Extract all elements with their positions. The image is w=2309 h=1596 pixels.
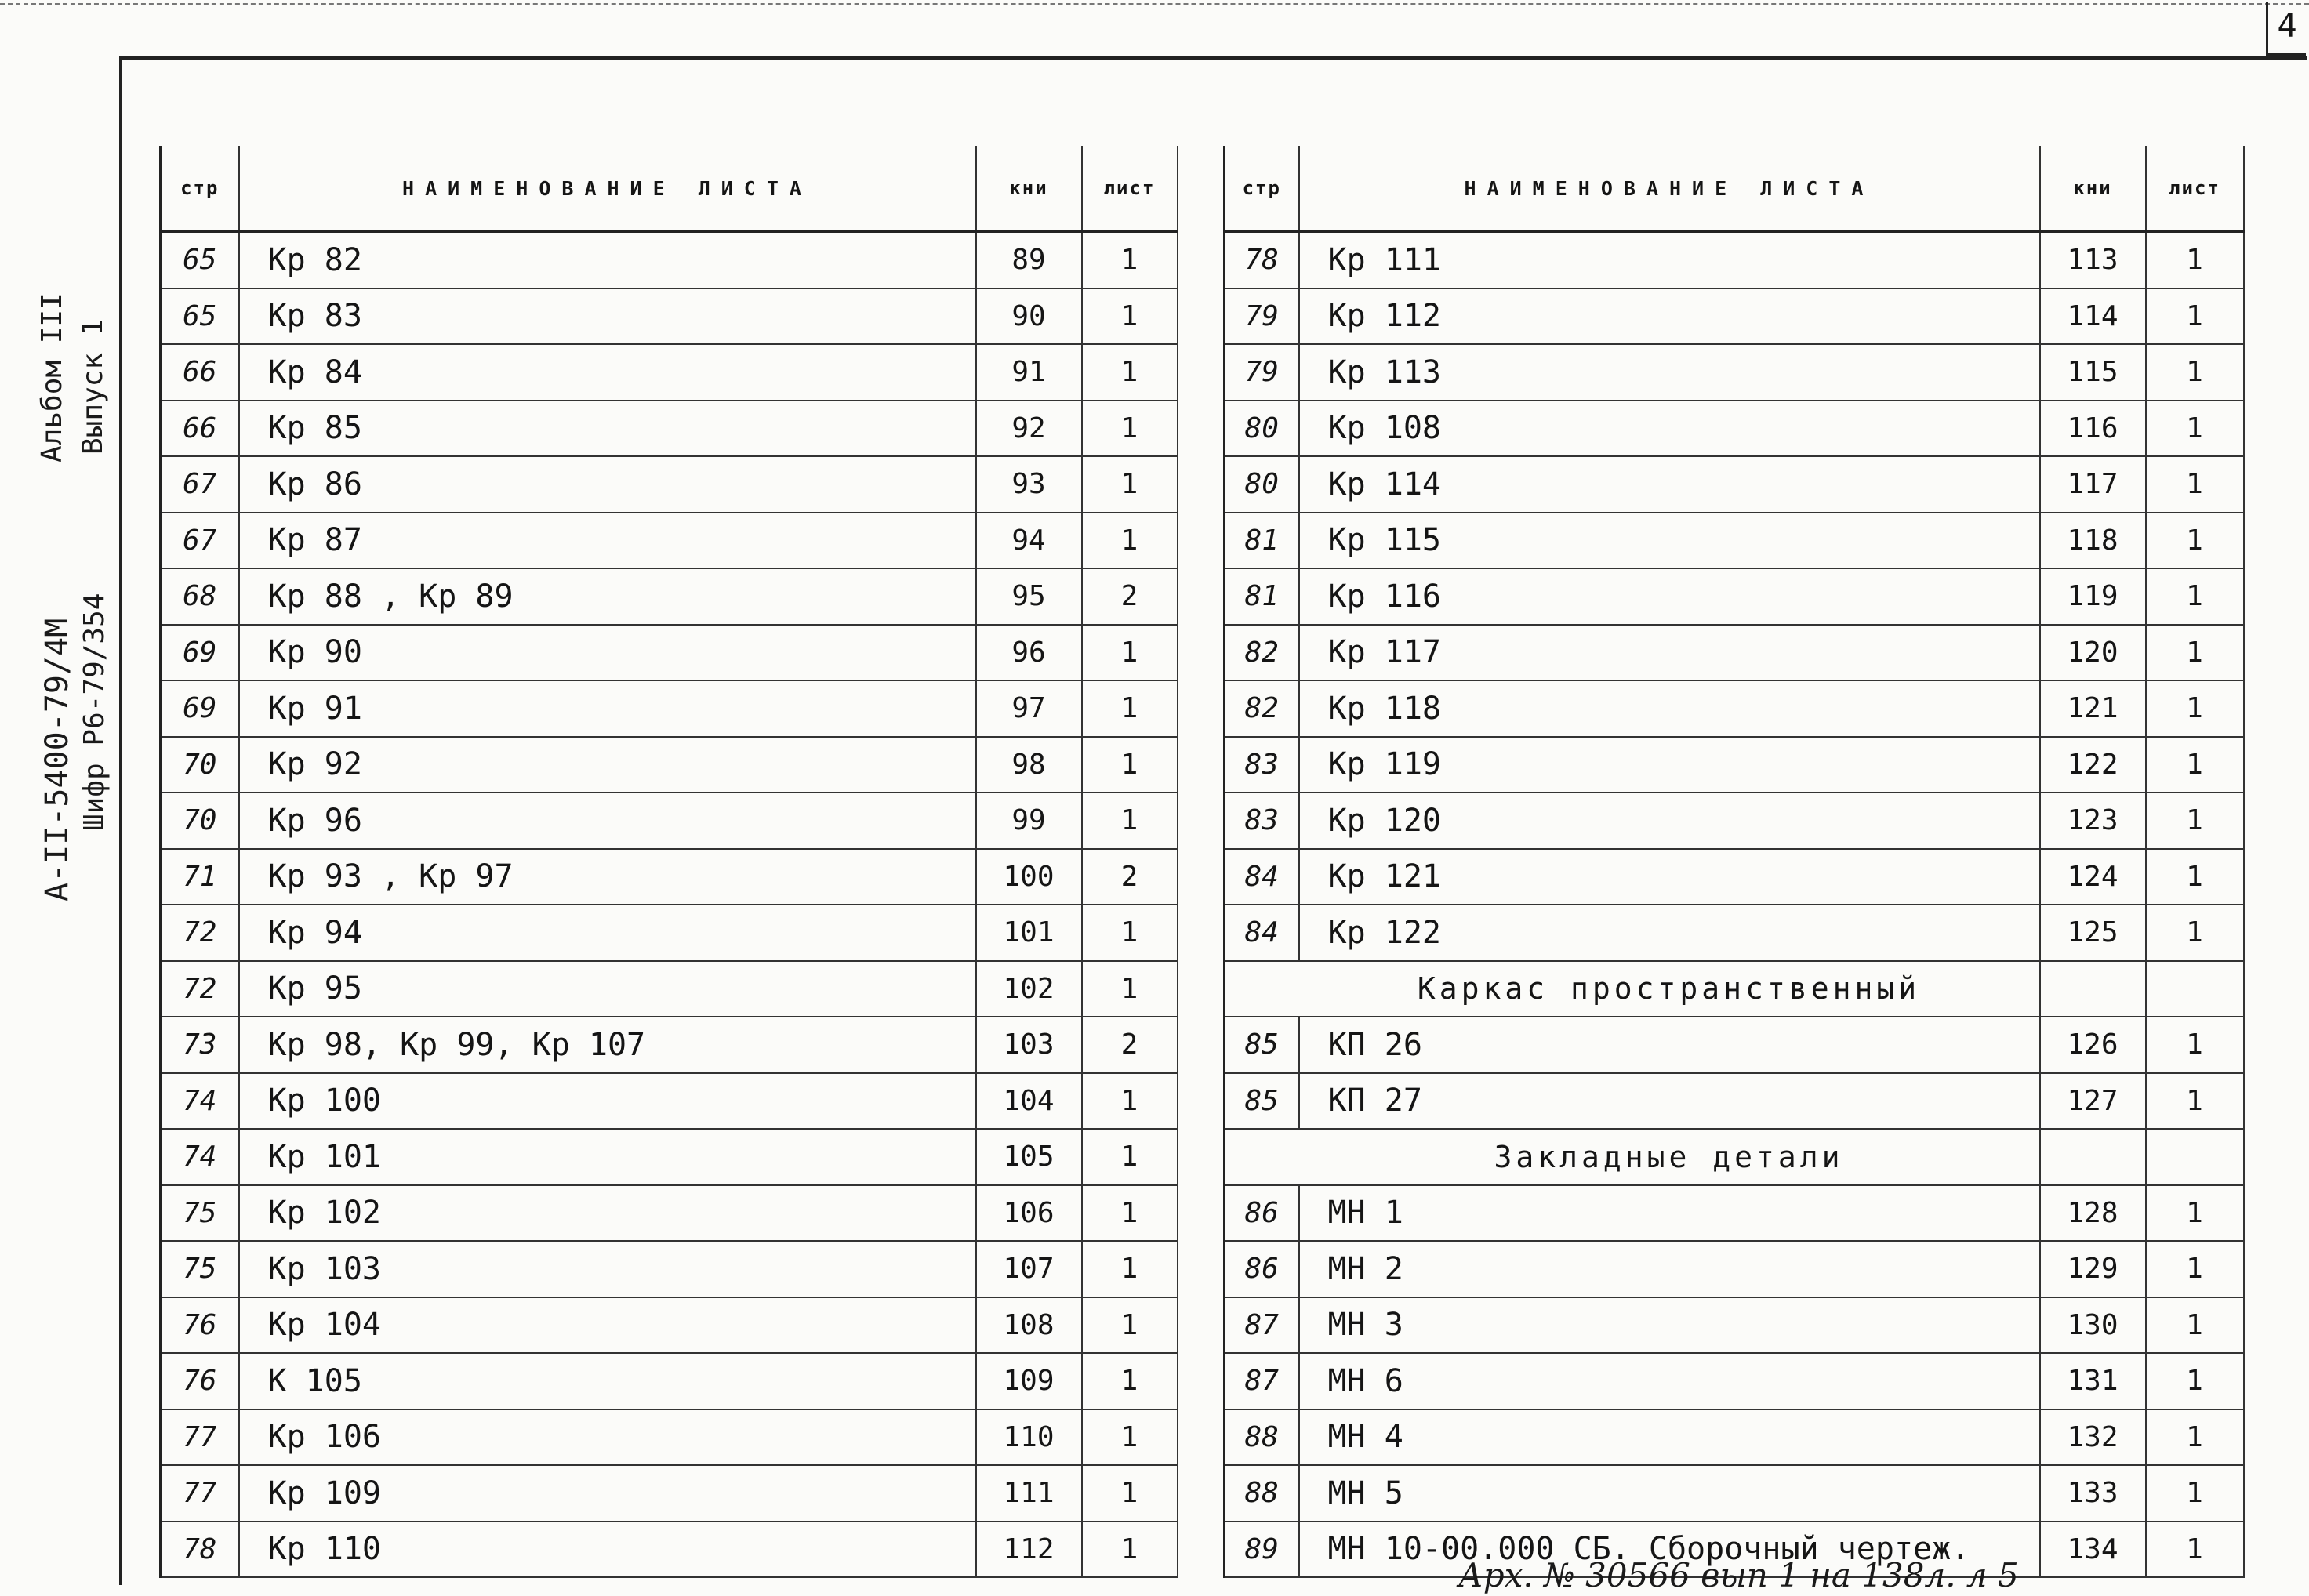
top-dashed-rule bbox=[0, 3, 2309, 5]
table-row bbox=[161, 344, 1178, 401]
page-cell: 87 bbox=[1225, 1297, 1299, 1354]
kn-cell: 114 bbox=[2040, 288, 2146, 345]
sheets-count-cell: 1 bbox=[1082, 961, 1178, 1017]
sheets-count-cell: 1 bbox=[2146, 1409, 2244, 1466]
table-row bbox=[1225, 1297, 2244, 1354]
sheet-name-cell: Кр 120 bbox=[1299, 793, 2040, 849]
kn-cell: 94 bbox=[976, 513, 1082, 569]
table-row bbox=[1225, 737, 2244, 793]
kn-cell: 110 bbox=[976, 1409, 1082, 1466]
table-row bbox=[161, 401, 1178, 457]
cipher-label: Шифр Р6-79/354 bbox=[78, 593, 111, 831]
sheet-name-cell: Кр 111 bbox=[1299, 232, 2040, 288]
page-cell: 80 bbox=[1225, 401, 1299, 457]
page-cell: 78 bbox=[1225, 232, 1299, 288]
page-cell: 88 bbox=[1225, 1465, 1299, 1522]
table-row bbox=[161, 1522, 1178, 1578]
sheets-count-cell: 1 bbox=[1082, 401, 1178, 457]
section-title: Закладные детали bbox=[1299, 1129, 2040, 1185]
kn-cell: 102 bbox=[976, 961, 1082, 1017]
sheets-count-cell: 1 bbox=[1082, 513, 1178, 569]
header-page: стр bbox=[1225, 146, 1299, 232]
sheet-name-cell: Кр 104 bbox=[239, 1297, 976, 1354]
kn-cell: 100 bbox=[976, 849, 1082, 905]
page-cell: 79 bbox=[1225, 344, 1299, 401]
sheets-count-cell: 1 bbox=[2146, 1465, 2244, 1522]
kn-cell: 108 bbox=[976, 1297, 1082, 1354]
sheet-name-cell: Кр 91 bbox=[239, 680, 976, 737]
section-sheets-blank bbox=[2146, 1129, 2244, 1185]
page-cell: 69 bbox=[161, 680, 239, 737]
sheet-name-cell: Кр 82 bbox=[239, 232, 976, 288]
table-row bbox=[1225, 456, 2244, 513]
header-page: стр bbox=[161, 146, 239, 232]
page-cell: 74 bbox=[161, 1073, 239, 1130]
table-row bbox=[161, 1185, 1178, 1242]
table-row bbox=[161, 1409, 1178, 1466]
table-row bbox=[161, 232, 1178, 288]
sheets-count-cell: 1 bbox=[2146, 1297, 2244, 1354]
issue-label: Выпуск 1 bbox=[77, 318, 109, 455]
kn-cell: 132 bbox=[2040, 1409, 2146, 1466]
table-row bbox=[161, 793, 1178, 849]
sheet-name-cell: Кр 116 bbox=[1299, 568, 2040, 625]
sheet-name-cell: Кр 112 bbox=[1299, 288, 2040, 345]
kn-cell: 106 bbox=[976, 1185, 1082, 1242]
section-sheets-blank bbox=[2146, 961, 2244, 1017]
sheets-count-cell: 1 bbox=[2146, 737, 2244, 793]
kn-cell: 122 bbox=[2040, 737, 2146, 793]
table-row bbox=[1225, 1017, 2244, 1073]
sheet-name-cell: Кр 114 bbox=[1299, 456, 2040, 513]
table-row bbox=[1225, 1185, 2244, 1242]
sheets-count-cell: 1 bbox=[2146, 568, 2244, 625]
sheet-name-cell: Кр 110 bbox=[239, 1522, 976, 1578]
section-row bbox=[1225, 1129, 2244, 1185]
page-cell: 83 bbox=[1225, 793, 1299, 849]
section-row bbox=[1225, 961, 2244, 1017]
page-cell: 70 bbox=[161, 737, 239, 793]
kn-cell: 96 bbox=[976, 625, 1082, 681]
page-cell: 86 bbox=[1225, 1185, 1299, 1242]
section-kn-blank bbox=[2040, 1129, 2146, 1185]
album-label: Альбом III bbox=[36, 292, 68, 462]
page-cell: 78 bbox=[161, 1522, 239, 1578]
sheet-name-cell: Кр 83 bbox=[239, 288, 976, 345]
page-cell: 82 bbox=[1225, 625, 1299, 681]
sheets-count-cell: 1 bbox=[2146, 513, 2244, 569]
sheets-count-cell: 1 bbox=[2146, 1073, 2244, 1130]
sheets-count-cell: 1 bbox=[2146, 905, 2244, 961]
sheet-name-cell: МН 1 bbox=[1299, 1185, 2040, 1242]
sheets-count-cell: 1 bbox=[2146, 1353, 2244, 1409]
kn-cell: 112 bbox=[976, 1522, 1082, 1578]
kn-cell: 127 bbox=[2040, 1073, 2146, 1130]
sheets-count-cell: 1 bbox=[1082, 1297, 1178, 1354]
sheet-name-cell: МН 4 bbox=[1299, 1409, 2040, 1466]
header-name: НАИМЕНОВАНИЕ ЛИСТА bbox=[1299, 146, 2040, 232]
sheets-count-cell: 2 bbox=[1082, 849, 1178, 905]
page-cell: 66 bbox=[161, 344, 239, 401]
table-row bbox=[1225, 401, 2244, 457]
kn-cell: 117 bbox=[2040, 456, 2146, 513]
kn-cell: 107 bbox=[976, 1241, 1082, 1297]
sheets-count-cell: 1 bbox=[2146, 1185, 2244, 1242]
header-sheets: лист bbox=[1082, 146, 1178, 232]
table-row bbox=[1225, 344, 2244, 401]
kn-cell: 129 bbox=[2040, 1241, 2146, 1297]
page-cell: 65 bbox=[161, 232, 239, 288]
kn-cell: 93 bbox=[976, 456, 1082, 513]
page-cell: 77 bbox=[161, 1409, 239, 1466]
sheet-name-cell: Кр 102 bbox=[239, 1185, 976, 1242]
table-row bbox=[161, 680, 1178, 737]
sheets-count-cell: 1 bbox=[2146, 288, 2244, 345]
document-code: А-II-5400-79/4М bbox=[39, 618, 75, 901]
table-row bbox=[1225, 1465, 2244, 1522]
sheets-count-cell: 1 bbox=[1082, 456, 1178, 513]
sheets-count-cell: 1 bbox=[1082, 1185, 1178, 1242]
kn-cell: 124 bbox=[2040, 849, 2146, 905]
page-cell: 68 bbox=[161, 568, 239, 625]
sheet-name-cell: К 105 bbox=[239, 1353, 976, 1409]
table-row bbox=[1225, 849, 2244, 905]
sheets-count-cell: 1 bbox=[2146, 232, 2244, 288]
sheet-name-cell: Кр 92 bbox=[239, 737, 976, 793]
sheet-name-cell: КП 26 bbox=[1299, 1017, 2040, 1073]
header-kn: кни bbox=[976, 146, 1082, 232]
page-cell: 69 bbox=[161, 625, 239, 681]
table-row bbox=[161, 961, 1178, 1017]
kn-cell: 119 bbox=[2040, 568, 2146, 625]
kn-cell: 89 bbox=[976, 232, 1082, 288]
page-cell: 75 bbox=[161, 1241, 239, 1297]
kn-cell: 116 bbox=[2040, 401, 2146, 457]
sheet-name-cell: Кр 113 bbox=[1299, 344, 2040, 401]
sheets-count-cell: 1 bbox=[1082, 232, 1178, 288]
table-row bbox=[1225, 625, 2244, 681]
sheets-count-cell: 1 bbox=[1082, 737, 1178, 793]
sheet-name-cell: Кр 122 bbox=[1299, 905, 2040, 961]
table-row bbox=[161, 568, 1178, 625]
archive-note: Арх. № 30566 вып 1 на 138л. л 5 bbox=[1458, 1556, 2019, 1594]
table-row bbox=[1225, 513, 2244, 569]
sheet-name-cell: Кр 84 bbox=[239, 344, 976, 401]
table-row bbox=[1225, 1241, 2244, 1297]
kn-cell: 133 bbox=[2040, 1465, 2146, 1522]
sheets-count-cell: 1 bbox=[1082, 680, 1178, 737]
page-cell: 67 bbox=[161, 456, 239, 513]
left-index-table bbox=[159, 146, 1178, 1578]
sheet-name-cell: Кр 119 bbox=[1299, 737, 2040, 793]
sheets-count-cell: 1 bbox=[1082, 905, 1178, 961]
page-cell: 88 bbox=[1225, 1409, 1299, 1466]
sheet-name-cell: МН 6 bbox=[1299, 1353, 2040, 1409]
sheet-name-cell: Кр 108 bbox=[1299, 401, 2040, 457]
sheets-count-cell: 1 bbox=[2146, 849, 2244, 905]
kn-cell: 126 bbox=[2040, 1017, 2146, 1073]
sheets-count-cell: 1 bbox=[2146, 793, 2244, 849]
sheets-count-cell: 1 bbox=[1082, 1241, 1178, 1297]
sheet-name-cell: Кр 101 bbox=[239, 1129, 976, 1185]
sheet-name-cell: Кр 118 bbox=[1299, 680, 2040, 737]
page-cell: 73 bbox=[161, 1017, 239, 1073]
sheets-count-cell: 1 bbox=[2146, 401, 2244, 457]
table-row bbox=[1225, 232, 2244, 288]
kn-cell: 121 bbox=[2040, 680, 2146, 737]
sheet-name-cell: МН 2 bbox=[1299, 1241, 2040, 1297]
kn-cell: 90 bbox=[976, 288, 1082, 345]
page-cell: 76 bbox=[161, 1297, 239, 1354]
kn-cell: 115 bbox=[2040, 344, 2146, 401]
sheets-count-cell: 1 bbox=[1082, 1353, 1178, 1409]
sheets-count-cell: 1 bbox=[2146, 1017, 2244, 1073]
sheets-count-cell: 1 bbox=[2146, 456, 2244, 513]
header-row bbox=[1225, 146, 2244, 232]
sheet-name-cell: Кр 106 bbox=[239, 1409, 976, 1466]
kn-cell: 123 bbox=[2040, 793, 2146, 849]
table-row bbox=[161, 456, 1178, 513]
page-cell: 86 bbox=[1225, 1241, 1299, 1297]
kn-cell: 98 bbox=[976, 737, 1082, 793]
kn-cell: 99 bbox=[976, 793, 1082, 849]
page-cell: 71 bbox=[161, 849, 239, 905]
table-row bbox=[161, 1073, 1178, 1130]
sheets-count-cell: 1 bbox=[1082, 1409, 1178, 1466]
page-cell: 89 bbox=[1225, 1522, 1299, 1578]
table-row bbox=[1225, 905, 2244, 961]
kn-cell: 92 bbox=[976, 401, 1082, 457]
kn-cell: 95 bbox=[976, 568, 1082, 625]
page-cell: 83 bbox=[1225, 737, 1299, 793]
sheets-count-cell: 1 bbox=[1082, 1522, 1178, 1578]
page-cell: 81 bbox=[1225, 513, 1299, 569]
sheet-name-cell: Кр 117 bbox=[1299, 625, 2040, 681]
kn-cell: 118 bbox=[2040, 513, 2146, 569]
sheets-count-cell: 2 bbox=[1082, 568, 1178, 625]
sheets-count-cell: 1 bbox=[1082, 344, 1178, 401]
table-row bbox=[161, 1017, 1178, 1073]
sheet-name-cell: Кр 90 bbox=[239, 625, 976, 681]
sheet-name-cell: Кр 85 bbox=[239, 401, 976, 457]
kn-cell: 101 bbox=[976, 905, 1082, 961]
page-cell: 76 bbox=[161, 1353, 239, 1409]
table-row bbox=[1225, 1353, 2244, 1409]
sheets-count-cell: 1 bbox=[2146, 680, 2244, 737]
page-cell: 72 bbox=[161, 961, 239, 1017]
table-row bbox=[161, 288, 1178, 345]
sheets-count-cell: 1 bbox=[2146, 344, 2244, 401]
table-row bbox=[161, 625, 1178, 681]
page-cell: 65 bbox=[161, 288, 239, 345]
page-cell: 66 bbox=[161, 401, 239, 457]
table-row bbox=[1225, 680, 2244, 737]
section-spacer bbox=[1225, 961, 1299, 1017]
page-cell: 77 bbox=[161, 1465, 239, 1522]
sheet-name-cell: Кр 100 bbox=[239, 1073, 976, 1130]
page-cell: 75 bbox=[161, 1185, 239, 1242]
page-cell: 85 bbox=[1225, 1073, 1299, 1130]
kn-cell: 134 bbox=[2040, 1522, 2146, 1578]
page-cell: 70 bbox=[161, 793, 239, 849]
page-cell: 74 bbox=[161, 1129, 239, 1185]
sheet-name-cell: Кр 86 bbox=[239, 456, 976, 513]
table-row bbox=[1225, 793, 2244, 849]
page-cell: 82 bbox=[1225, 680, 1299, 737]
sheet-name-cell: Кр 96 bbox=[239, 793, 976, 849]
kn-cell: 128 bbox=[2040, 1185, 2146, 1242]
page-cell: 81 bbox=[1225, 568, 1299, 625]
page-cell: 79 bbox=[1225, 288, 1299, 345]
sheet-name-cell: Кр 87 bbox=[239, 513, 976, 569]
kn-cell: 109 bbox=[976, 1353, 1082, 1409]
sheet-name-cell: Кр 121 bbox=[1299, 849, 2040, 905]
kn-cell: 104 bbox=[976, 1073, 1082, 1130]
sheet-name-cell: КП 27 bbox=[1299, 1073, 2040, 1130]
sheets-count-cell: 1 bbox=[1082, 625, 1178, 681]
page-cell: 80 bbox=[1225, 456, 1299, 513]
page-cell: 72 bbox=[161, 905, 239, 961]
table-row bbox=[161, 737, 1178, 793]
header-kn: кни bbox=[2040, 146, 2146, 232]
sheet-name-cell: Кр 103 bbox=[239, 1241, 976, 1297]
section-spacer bbox=[1225, 1129, 1299, 1185]
sheet-name-cell: МН 3 bbox=[1299, 1297, 2040, 1354]
sheet-name-cell: Кр 109 bbox=[239, 1465, 976, 1522]
page-cell: 67 bbox=[161, 513, 239, 569]
right-index-table bbox=[1223, 146, 2245, 1578]
sheet-name-cell: Кр 94 bbox=[239, 905, 976, 961]
sheets-count-cell: 1 bbox=[2146, 1241, 2244, 1297]
sheet-name-cell: Кр 93 , Кр 97 bbox=[239, 849, 976, 905]
section-kn-blank bbox=[2040, 961, 2146, 1017]
sheet-name-cell: МН 5 bbox=[1299, 1465, 2040, 1522]
table-row bbox=[161, 1129, 1178, 1185]
kn-cell: 91 bbox=[976, 344, 1082, 401]
sheets-count-cell: 1 bbox=[1082, 288, 1178, 345]
header-row bbox=[161, 146, 1178, 232]
kn-cell: 105 bbox=[976, 1129, 1082, 1185]
table-row bbox=[1225, 288, 2244, 345]
kn-cell: 97 bbox=[976, 680, 1082, 737]
kn-cell: 113 bbox=[2040, 232, 2146, 288]
table-row bbox=[1225, 1409, 2244, 1466]
kn-cell: 125 bbox=[2040, 905, 2146, 961]
table-row bbox=[1225, 568, 2244, 625]
page-cell: 84 bbox=[1225, 849, 1299, 905]
sheets-count-cell: 1 bbox=[1082, 793, 1178, 849]
page-number: 4 bbox=[2266, 2, 2306, 56]
sheet-name-cell: Кр 115 bbox=[1299, 513, 2040, 569]
sheets-count-cell: 1 bbox=[2146, 625, 2244, 681]
table-row bbox=[161, 1241, 1178, 1297]
sheets-count-cell: 1 bbox=[1082, 1073, 1178, 1130]
section-title: Каркас пространственный bbox=[1299, 961, 2040, 1017]
sheets-count-cell: 1 bbox=[1082, 1465, 1178, 1522]
page-cell: 85 bbox=[1225, 1017, 1299, 1073]
page-cell: 87 bbox=[1225, 1353, 1299, 1409]
sheet-name-cell: Кр 98, Кр 99, Кр 107 bbox=[239, 1017, 976, 1073]
sheet-name-cell: Кр 88 , Кр 89 bbox=[239, 568, 976, 625]
sheets-count-cell: 1 bbox=[1082, 1129, 1178, 1185]
table-row bbox=[161, 1297, 1178, 1354]
page-cell: 84 bbox=[1225, 905, 1299, 961]
table-row bbox=[161, 1465, 1178, 1522]
sheet-name-cell: Кр 95 bbox=[239, 961, 976, 1017]
sheets-count-cell: 2 bbox=[1082, 1017, 1178, 1073]
kn-cell: 131 bbox=[2040, 1353, 2146, 1409]
table-row bbox=[161, 513, 1178, 569]
sheet-name-cell: МН 10-00.000 СБ. Сборочный чертеж. bbox=[1299, 1522, 2040, 1578]
table-row bbox=[161, 849, 1178, 905]
header-name: НАИМЕНОВАНИЕ ЛИСТА bbox=[239, 146, 976, 232]
table-row bbox=[161, 1353, 1178, 1409]
sheets-count-cell: 1 bbox=[2146, 1522, 2244, 1578]
kn-cell: 120 bbox=[2040, 625, 2146, 681]
table-row bbox=[161, 905, 1178, 961]
table-row bbox=[1225, 1073, 2244, 1130]
header-sheets: лист bbox=[2146, 146, 2244, 232]
kn-cell: 130 bbox=[2040, 1297, 2146, 1354]
kn-cell: 103 bbox=[976, 1017, 1082, 1073]
kn-cell: 111 bbox=[976, 1465, 1082, 1522]
